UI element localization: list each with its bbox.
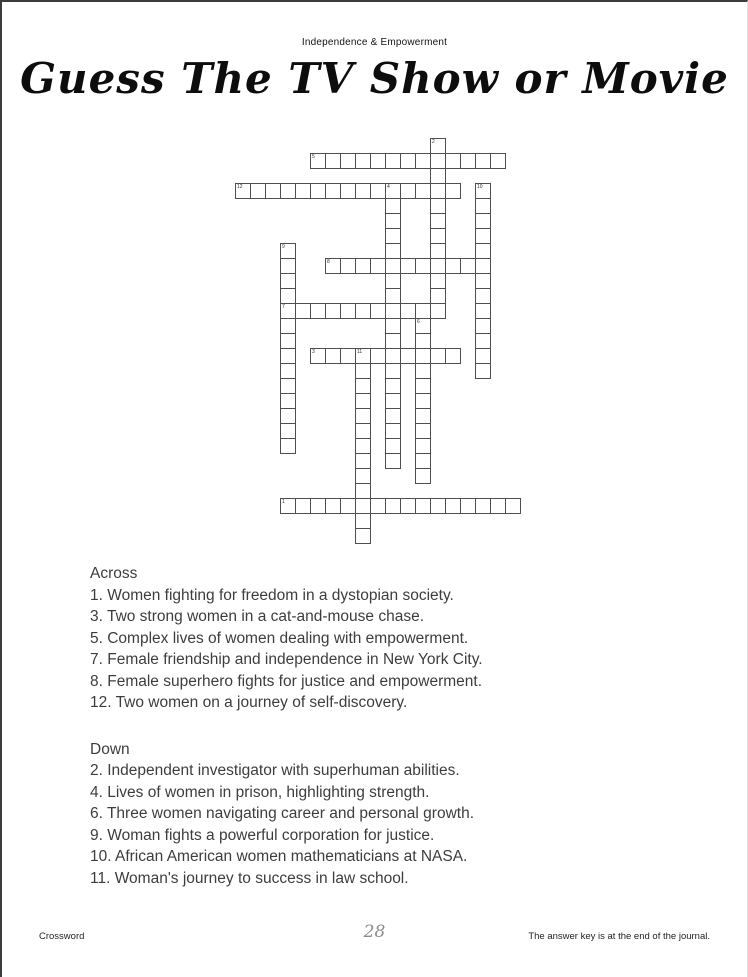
crossword-cell (385, 153, 401, 169)
crossword-cell (280, 498, 296, 514)
crossword-cell (340, 348, 356, 364)
clue-item: 6. Three women navigating career and personal growth. (90, 805, 474, 822)
clue-item: 4. Lives of women in prison, highlighting strength. (90, 783, 430, 801)
crossword-cell (340, 303, 356, 319)
crossword-cell (445, 348, 461, 364)
crossword-cell (400, 498, 416, 514)
clue-item: 3. Two strong women in a cat-and-mouse chase. (90, 608, 424, 625)
clue-item: 5. Complex lives of women dealing with empowerment. (90, 629, 469, 647)
crossword-cell (430, 183, 446, 199)
crossword-cell (430, 228, 446, 244)
crossword-cell (385, 273, 401, 289)
crossword-cell (265, 183, 281, 199)
clue-item: 10. African American women mathematicians at NASA. (90, 848, 468, 865)
crossword-cell (310, 303, 326, 319)
crossword-cell (385, 228, 401, 244)
crossword-cell (250, 183, 266, 199)
crossword-cell (280, 378, 296, 394)
crossword-cell (355, 513, 371, 529)
crossword-cell (385, 498, 401, 514)
crossword-cell (355, 378, 371, 394)
crossword-cell (430, 243, 446, 259)
crossword-cell (415, 468, 431, 484)
crossword-cell (415, 498, 431, 514)
crossword-cell (415, 393, 431, 409)
crossword-cell (355, 393, 371, 409)
crossword-cell (475, 318, 491, 334)
crossword-cell (355, 483, 371, 499)
crossword-cell (400, 183, 416, 199)
crossword-cell (355, 438, 371, 454)
crossword-cell (355, 348, 371, 364)
crossword-cell (355, 258, 371, 274)
crossword-cell (430, 213, 446, 229)
clue-number: 1 (282, 499, 285, 505)
crossword-cell (340, 153, 356, 169)
crossword-cell (385, 423, 401, 439)
crossword-cell (430, 303, 446, 319)
crossword-cell (430, 168, 446, 184)
crossword-cell (370, 153, 386, 169)
crossword-cell (355, 453, 371, 469)
clue-number: 3 (312, 349, 315, 355)
down-clue-list (90, 760, 707, 889)
clue-number: 11 (357, 349, 363, 355)
crossword-cell (280, 243, 296, 259)
crossword-cell (475, 273, 491, 289)
clues-section (90, 563, 707, 889)
clue-number: 2 (432, 139, 435, 145)
crossword-cell (325, 153, 341, 169)
clue-item: 11. Woman's journey to success in law school. (90, 869, 409, 887)
crossword-cell (280, 288, 296, 304)
crossword-cell (385, 333, 401, 349)
crossword-cell (280, 393, 296, 409)
crossword-cell (355, 423, 371, 439)
crossword-cell (385, 318, 401, 334)
crossword-cell (430, 198, 446, 214)
crossword-cell (280, 333, 296, 349)
crossword-cell (280, 408, 296, 424)
footer-section-label: Crossword (39, 931, 85, 942)
crossword-cell (415, 423, 431, 439)
crossword-cell (355, 363, 371, 379)
crossword-cell (370, 348, 386, 364)
crossword-cell (475, 498, 491, 514)
crossword-cell (490, 153, 506, 169)
crossword-cell (385, 453, 401, 469)
crossword-cell (445, 498, 461, 514)
crossword-cell (370, 258, 386, 274)
crossword-cell (430, 498, 446, 514)
crossword-cell (430, 288, 446, 304)
crossword-cell (415, 183, 431, 199)
crossword-cell (340, 183, 356, 199)
crossword-cell (280, 258, 296, 274)
crossword-cell (415, 258, 431, 274)
page-title: Guess The TV Show or Movie (20, 54, 729, 103)
crossword-cell (415, 408, 431, 424)
crossword-cell (355, 408, 371, 424)
crossword-cell (325, 498, 341, 514)
crossword-cell (475, 243, 491, 259)
crossword-cell (430, 258, 446, 274)
across-heading: Across (90, 565, 138, 582)
crossword-cell (385, 438, 401, 454)
crossword-cell (370, 498, 386, 514)
clue-item: 7. Female friendship and independence in New York City. (90, 651, 483, 668)
crossword-cell (415, 438, 431, 454)
crossword-cell (385, 303, 401, 319)
crossword-cell (370, 303, 386, 319)
crossword-cell (430, 348, 446, 364)
crossword-cell (415, 453, 431, 469)
clue-number: 7 (282, 304, 285, 310)
crossword-cell (295, 303, 311, 319)
crossword-cell (385, 408, 401, 424)
crossword-cell (490, 498, 506, 514)
crossword-cell (445, 258, 461, 274)
crossword-cell (295, 183, 311, 199)
crossword-cell (280, 438, 296, 454)
crossword-cell (475, 213, 491, 229)
crossword-cell (340, 258, 356, 274)
crossword-cell (310, 498, 326, 514)
crossword-cell (280, 183, 296, 199)
clue-item: 9. Woman fights a powerful corporation for justice. (90, 826, 435, 844)
crossword-cell (400, 258, 416, 274)
crossword-grid (235, 138, 521, 544)
crossword-cell (460, 258, 476, 274)
crossword-cell (445, 153, 461, 169)
crossword-cell (475, 198, 491, 214)
crossword-cell (430, 273, 446, 289)
crossword-cell (385, 213, 401, 229)
crossword-cell (400, 303, 416, 319)
crossword-cell (475, 363, 491, 379)
crossword-cell (280, 363, 296, 379)
crossword-cell (415, 378, 431, 394)
crossword-cell (475, 288, 491, 304)
crossword-cell (325, 303, 341, 319)
crossword-cell (355, 183, 371, 199)
crossword-cell (385, 393, 401, 409)
clue-item: 1. Women fighting for freedom in a dystopian society. (90, 586, 454, 604)
crossword-cell (475, 258, 491, 274)
crossword-cell (310, 183, 326, 199)
crossword-cell (280, 318, 296, 334)
crossword-cell (280, 348, 296, 364)
crossword-cell (415, 303, 431, 319)
crossword-cell (505, 498, 521, 514)
crossword-cell (475, 153, 491, 169)
crossword-cell (415, 363, 431, 379)
crossword-cell (385, 183, 401, 199)
crossword-cell (370, 183, 386, 199)
crossword-cell (385, 258, 401, 274)
crossword-cell (415, 318, 431, 334)
crossword-cell (385, 378, 401, 394)
crossword-cell (415, 153, 431, 169)
crossword-cell (310, 348, 326, 364)
page-number: 28 (363, 922, 386, 942)
crossword-cell (475, 348, 491, 364)
crossword-cell (295, 498, 311, 514)
crossword-cell (325, 258, 341, 274)
crossword-cell (400, 153, 416, 169)
crossword-cell (475, 303, 491, 319)
crossword-cell (280, 303, 296, 319)
crossword-cell (340, 498, 356, 514)
crossword-cell (415, 333, 431, 349)
crossword-cell (475, 228, 491, 244)
crossword-cell (460, 153, 476, 169)
clue-number: 5 (312, 154, 315, 160)
crossword-cell (430, 153, 446, 169)
crossword-cell (355, 498, 371, 514)
crossword-cell (460, 498, 476, 514)
crossword-cell (385, 348, 401, 364)
clue-number: 10 (477, 184, 483, 190)
crossword-cell (385, 198, 401, 214)
clue-item: 8. Female superhero fights for justice and empowerment. (90, 672, 482, 690)
crossword-cell (475, 183, 491, 199)
footer-answer-key-note: The answer key is at the end of the journal. (528, 931, 710, 942)
crossword-cell (385, 288, 401, 304)
crossword-cell (385, 243, 401, 259)
across-clue-list (90, 585, 707, 714)
clue-item: 2. Independent investigator with superhuman abilities. (90, 762, 460, 779)
crossword-cell (355, 303, 371, 319)
crossword-cell (355, 528, 371, 544)
crossword-cell (430, 138, 446, 154)
crossword-cell (385, 363, 401, 379)
clue-number: 6 (417, 319, 420, 325)
crossword-cell (325, 183, 341, 199)
crossword-cell (280, 423, 296, 439)
running-header: Independence & Empowerment (301, 37, 448, 48)
clue-number: 4 (387, 184, 390, 190)
crossword-cell (415, 348, 431, 364)
crossword-cell (400, 348, 416, 364)
crossword-cell (475, 333, 491, 349)
clue-number: 8 (327, 259, 330, 265)
crossword-cell (355, 153, 371, 169)
clue-number: 9 (282, 244, 285, 250)
down-heading: Down (90, 740, 130, 758)
crossword-cell (325, 348, 341, 364)
crossword-cell (235, 183, 251, 199)
clue-item: 12. Two women on a journey of self-discovery. (90, 694, 408, 711)
crossword-cell (445, 183, 461, 199)
crossword-cell (310, 153, 326, 169)
clue-number: 12 (237, 184, 243, 190)
crossword-cell (355, 468, 371, 484)
crossword-cell (280, 273, 296, 289)
